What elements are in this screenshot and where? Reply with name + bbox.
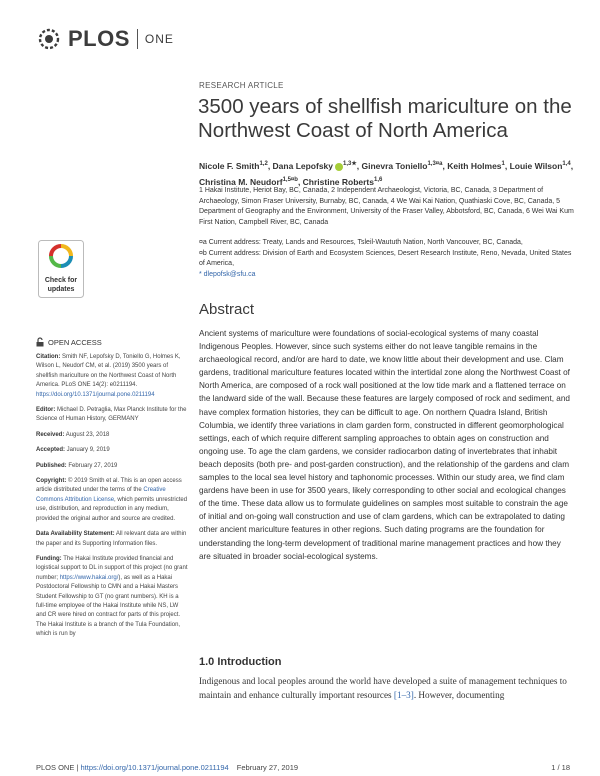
editor-label: Editor: — [36, 407, 56, 414]
plos-logo[interactable] — [34, 22, 174, 56]
footer-journal: PLOS ONE — [36, 763, 75, 772]
copyright-text: © 2019 Smith et al. This is an open access article distributed under the terms of the — [36, 478, 182, 494]
author-name: Ginevra Toniello — [361, 160, 428, 171]
author-affiliation-marker: 1,6 — [374, 176, 383, 183]
article-type: RESEARCH ARTICLE — [199, 81, 284, 90]
copyright-block — [36, 477, 188, 524]
check-for-updates-badge[interactable] — [38, 240, 84, 298]
author-affiliation-marker: 1,5¤b — [282, 176, 298, 183]
accepted-date: January 9, 2019 — [65, 447, 110, 454]
published-block — [36, 462, 188, 471]
intro-text: Indigenous and local peoples around the world have developed a suite of management techniques to maintain and enhance culturally important resources — [199, 676, 567, 700]
logo-divider — [137, 29, 138, 49]
footer-doi-link[interactable]: https://doi.org/10.1371/journal.pone.0211194 — [80, 763, 229, 772]
orcid-icon[interactable] — [335, 163, 343, 171]
author-affiliation-marker: 1,3¤a — [427, 161, 443, 167]
copyright-label: Copyright: — [36, 478, 67, 485]
abstract-text: Ancient systems of mariculture were foundations of social-ecological systems of many coastal Indigenous Peoples. However, since such systems either do not leave tangible remains in the archaeological record, and/or are hard to date, we know little about their development and use. Clam gardens, traditional mariculture features located within the intertidal zone along the Northwest Coast of North America, are composed of a rock wall positioned at the low tide mark and a flattened terrace on the landward side of the wall. Because these features are largely composed of rock and sediment, and have complex formation histories, they can be difficult to age. On northern Quadra Island, British Columbia, we identify three variations in clam garden form, constructed in different geomorphological settings, each of which require different sampling approaches to obtain ages on construction and ongoing use. To age the clam gardens, we consider radiocarbon dating of invertebrates that inhabit beach deposits (both pre- and post-garden construction), and the relationship of the gardens and clam samples to the local sea level history and taphonomic processes. Within our study area, we find clam gardens have been in use for 3500 years, likely corresponding to other social and ecological changes of the time. These data allow us to formulate guidelines on samples most suitable to constrain the age of initial and on-going wall construction and use of clam gardens, which can be extrapolated to dating other ancient mariculture features in other regions. Such dating programs are the foundation for understanding the long-term development of traditional marine management practices and how they are situated in broader social-ecological systems. — [199, 329, 570, 561]
editor-block — [36, 406, 188, 425]
badge-line-2: updates — [47, 286, 75, 293]
current-address-b: ¤b Current address: Division of Earth and Ecosystem Sciences, Desert Research Institute, Reno, Nevada, United States of America, — [199, 249, 572, 267]
author-name: Louie Wilson — [509, 160, 563, 171]
author-affiliation-marker: 1,4 — [562, 161, 571, 167]
editor-text: Michael D. Petraglia, Max Planck Institute for the Science of Human History, GERMANY — [36, 407, 187, 423]
received-label: Received: — [36, 431, 65, 438]
author-name: Nicole F. Smith — [199, 160, 260, 171]
intro-paragraph — [199, 674, 571, 702]
received-date: August 23, 2018 — [64, 431, 110, 438]
data-availability-text: All relevant data are within the paper and its Supporting Information files. — [36, 531, 187, 547]
received-block — [36, 431, 188, 440]
section-heading: 1.0 Introduction — [199, 656, 282, 668]
funding-label: Funding: — [36, 555, 62, 562]
abstract-body — [199, 327, 571, 563]
citation-label: Citation: — [36, 354, 61, 360]
funding-text: The Hakai Institute provided financial and logistical support to DL in support of this project (no grant number; — [36, 555, 188, 581]
abstract-heading: Abstract — [199, 301, 255, 318]
citation-block — [36, 353, 188, 400]
published-label: Published: — [36, 462, 67, 469]
footer-separator: | — [76, 763, 79, 772]
citation-text: Smith NF, Lepofsky D, Toniello G, Holmes K, Wilson L, Neudorf CM, et al. (2019) 3500 years of shellfish mariculture on the Northwest Coast of North America. PLoS ONE 14(2): e0211194. — [36, 354, 181, 389]
author-affiliation-marker: 1 — [501, 161, 505, 167]
hakai-link[interactable]: https://www.hakai.org/ — [59, 574, 119, 581]
published-date: February 27, 2019 — [66, 462, 118, 469]
license-link[interactable]: Creative Commons Attribution License — [36, 487, 166, 503]
copyright-text-end: , which permits unrestricted use, distribution, and reproduction in any medium, provided the original author and source are credited. — [36, 496, 188, 522]
citation-doi-link[interactable]: https://doi.org/10.1371/journal.pone.0211194 — [36, 391, 155, 398]
funding-block — [36, 555, 188, 640]
affiliations: 1 Hakai Institute, Heriot Bay, BC, Canada, 2 Independent Archaeologist, Victoria, BC, Canada, 3 Department of Archaeology, Simon Fraser University, Burnaby, BC, Canada, 4 We Wai Kai Nation, Quathiaski Cove, BC, Canada, 5 Department of Geography and the Environment, University of the Fraser Valley, Abbotsford, BC, Canada, 6 Wei Wai Kum First Nation, Campbell River, BC, Canada — [199, 187, 574, 226]
citation-link[interactable]: [1–3] — [393, 690, 414, 700]
author-name: Dana Lepofsky — [272, 160, 334, 171]
data-availability-label: Data Availability Statement: — [36, 531, 115, 538]
journal-name: ONE — [144, 32, 174, 46]
accepted-label: Accepted: — [36, 447, 66, 454]
author-name: Christine Roberts — [302, 176, 374, 187]
intro-text-end: . However, documenting — [413, 690, 505, 700]
author-name: Keith Holmes — [447, 160, 502, 171]
plos-logo-icon — [34, 24, 64, 54]
corresponding-email[interactable]: * dlepofsk@sfu.ca — [199, 270, 256, 278]
open-access-text: OPEN ACCESS — [48, 337, 102, 347]
badge-line-1: Check for — [44, 277, 78, 284]
article-metadata-sidebar — [36, 353, 188, 646]
funding-text-end: ), as well as a Hakai Postdoctoral Fellowship to CMN and a Hakai Masters Student Fellowship to GT (no grant numbers). KH is a full-time employee of the Hakai Institute while NS, LW and CR were hired on contract for parts of this project. The Hakai Institute is a branch of the Tula Foundation, which is run by — [36, 574, 181, 638]
footer-date: February 27, 2019 — [236, 763, 299, 772]
open-access-label — [36, 337, 102, 347]
current-addresses — [199, 238, 579, 280]
author-affiliation-marker: 1,2 — [259, 161, 268, 167]
author-list: Nicole F. Smith$^{1,2}$, Dana Lepofsky $^{1,3★}$, Ginevra Toniello$^{1,3¤a}$, Keith Holmes$^1$, Louie Wilson$^{1,4}$, Christina M. Neudorf$^{1,5¤b}$, Christine Roberts$^{1,6}$ — [199, 160, 574, 187]
article-title: 3500 years of shellfish mariculture on the Northwest Coast of North America — [198, 95, 572, 142]
author-affiliation-marker: 1,3★ — [343, 161, 357, 167]
page-number: 1 / 18 — [551, 763, 570, 772]
current-address-a: ¤a Current address: Treaty, Lands and Resources, Tsleil-Waututh Nation, North Vancouver, BC, Canada, — [199, 239, 523, 246]
accepted-block — [36, 446, 188, 455]
author-name: Christina M. Neudorf — [199, 176, 283, 187]
data-availability-block — [36, 530, 188, 549]
logo-word: PLOS — [68, 26, 130, 51]
page-footer — [36, 763, 298, 772]
open-lock-icon — [36, 337, 44, 347]
